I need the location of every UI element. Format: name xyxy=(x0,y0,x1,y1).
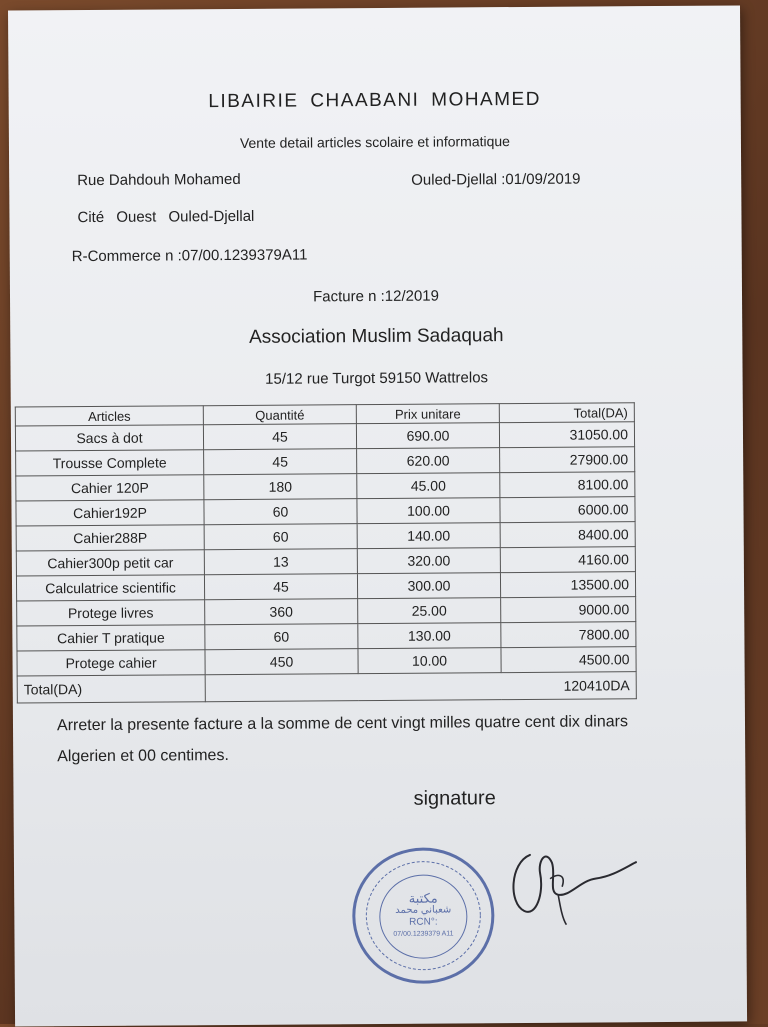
company-stamp xyxy=(352,847,495,984)
unit-price-cell: 45.00 xyxy=(357,473,500,499)
unit-price-cell: 100.00 xyxy=(357,498,500,524)
quantity-cell: 45 xyxy=(204,574,357,600)
invoice-table xyxy=(15,402,637,703)
quantity-cell: 360 xyxy=(205,599,358,625)
article-cell: Protege livres xyxy=(17,600,205,626)
stamp-line-2: شعباني محمد xyxy=(395,904,452,916)
amount-in-words: Arreter la presente facture a la somme de cent vingt milles quatre cent dix dinars Algerien et 00 centimes. xyxy=(56,713,628,766)
total-cell: 9000.00 xyxy=(501,597,636,623)
invoice-number: Facture n :12/2019 xyxy=(312,287,440,306)
total-cell: 8100.00 xyxy=(500,472,635,498)
location-date: Ouled-Djellal :01/09/2019 xyxy=(411,170,581,189)
stamp-line-3: RCN°: xyxy=(409,916,438,928)
client-name: Association Muslim Sadaquah xyxy=(248,325,504,348)
address-line-1: Rue Dahdouh Mohamed xyxy=(77,170,241,190)
header-quantity: Quantité xyxy=(203,405,356,425)
shop-name: LIBAIRIE CHAABANI MOHAMED xyxy=(208,88,541,113)
article-cell: Cahier T pratique xyxy=(17,625,205,651)
quantity-cell: 45 xyxy=(204,449,357,475)
unit-price-cell: 10.00 xyxy=(358,648,501,674)
total-cell: 8400.00 xyxy=(500,522,635,548)
handwritten-signature-icon xyxy=(500,832,651,933)
article-cell: Cahier300p petit car xyxy=(16,550,204,576)
total-cell: 4500.00 xyxy=(501,647,636,673)
unit-price-cell: 25.00 xyxy=(358,598,501,624)
quantity-cell: 45 xyxy=(203,424,356,450)
article-cell: Cahier288P xyxy=(16,525,204,551)
signature-label: signature xyxy=(413,787,496,810)
total-label: Total(DA) xyxy=(17,675,205,703)
unit-price-cell: 620.00 xyxy=(357,448,500,474)
unit-price-cell: 690.00 xyxy=(356,423,499,449)
article-cell: Protege cahier xyxy=(17,650,205,676)
article-cell: Trousse Complete xyxy=(16,450,204,476)
total-value: 120410DA xyxy=(205,672,636,702)
quantity-cell: 60 xyxy=(204,524,357,550)
quantity-cell: 180 xyxy=(204,474,357,500)
invoice-paper xyxy=(8,5,747,1026)
stamp-center xyxy=(379,874,468,959)
article-cell: Cahier 120P xyxy=(16,475,204,501)
stamp-line-1: مكتبة xyxy=(408,890,438,906)
article-cell: Cahier192P xyxy=(16,500,204,526)
stamp-line-4: 07/00.1239379 A11 xyxy=(393,930,454,938)
quantity-cell: 60 xyxy=(204,499,357,525)
header-articles: Articles xyxy=(15,406,203,426)
unit-price-cell: 130.00 xyxy=(358,623,501,649)
unit-price-cell: 300.00 xyxy=(357,573,500,599)
total-row xyxy=(17,672,636,703)
header-unit-price: Prix unitare xyxy=(356,404,499,424)
client-address: 15/12 rue Turgot 59150 Wattrelos xyxy=(265,369,489,388)
total-cell: 13500.00 xyxy=(500,572,635,598)
total-cell: 6000.00 xyxy=(500,497,635,523)
unit-price-cell: 140.00 xyxy=(357,523,500,549)
total-cell: 7800.00 xyxy=(501,622,636,648)
quantity-cell: 450 xyxy=(205,649,358,675)
total-cell: 31050.00 xyxy=(499,422,634,448)
commerce-register: R-Commerce n :07/00.1239379A11 xyxy=(71,246,308,266)
address-line-2: Cité Ouest Ouled-Djellal xyxy=(77,207,255,227)
total-cell: 4160.00 xyxy=(500,547,635,573)
header-total: Total(DA) xyxy=(499,403,634,423)
shop-subtitle: Vente detail articles scolaire et informatique xyxy=(239,133,511,151)
quantity-cell: 60 xyxy=(205,624,358,650)
article-cell: Calculatrice scientific xyxy=(16,575,204,601)
article-cell: Sacs à dot xyxy=(15,425,203,451)
total-cell: 27900.00 xyxy=(500,447,635,473)
unit-price-cell: 320.00 xyxy=(357,548,500,574)
quantity-cell: 13 xyxy=(204,549,357,575)
